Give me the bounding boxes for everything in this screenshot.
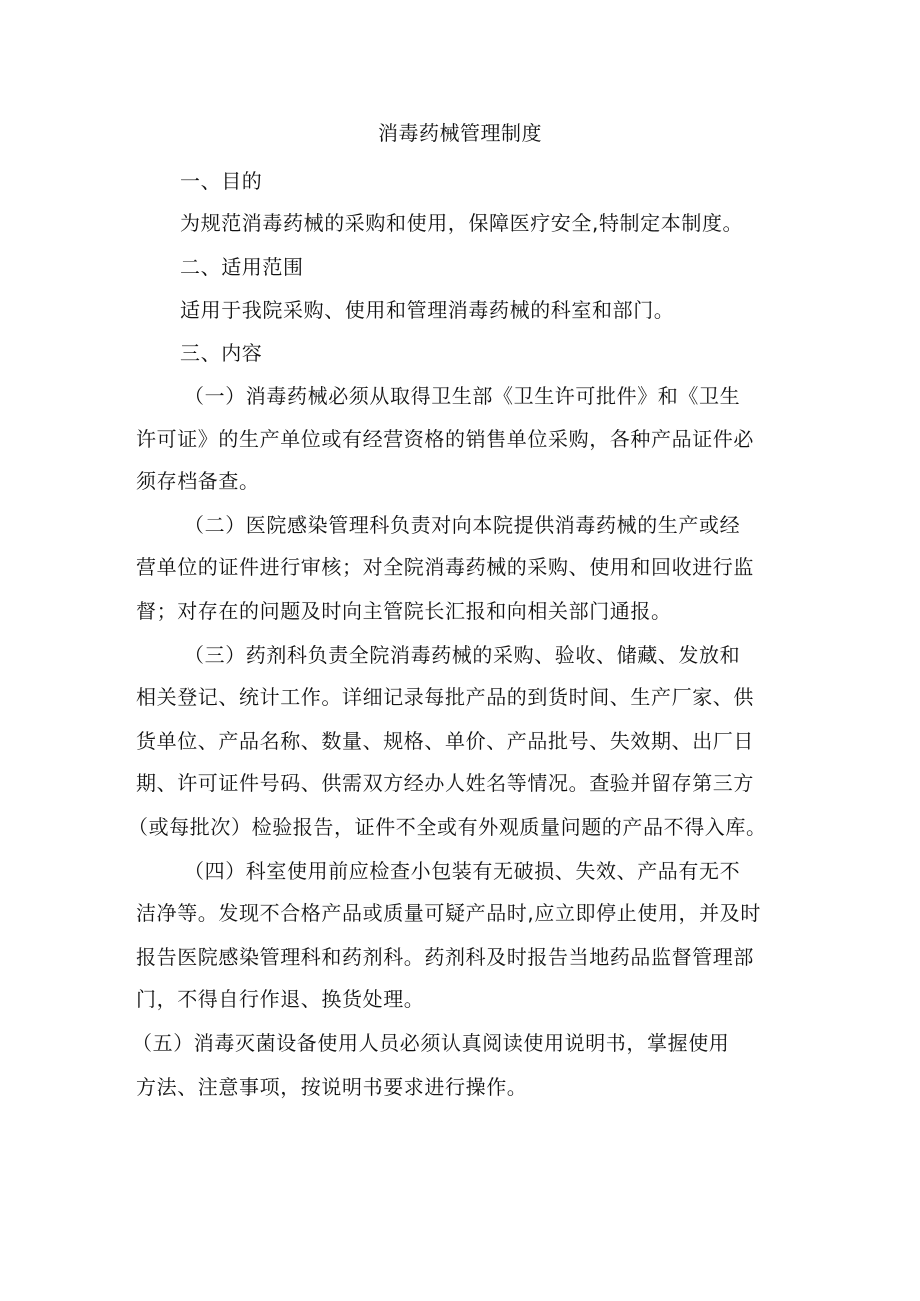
item-2-line-2: 营单位的证件进行审核；对全院消毒药械的采购、使用和回收进行监: [136, 555, 754, 579]
item-3-line-4: 期、许可证件号码、供需双方经办人姓名等情况。查验并留存第三方: [136, 771, 754, 795]
document-title: 消毒药械管理制度: [378, 121, 542, 145]
item-1-line-2: 许可证》的生产单位或有经营资格的销售单位采购，各种产品证件必: [136, 427, 754, 451]
section-heading-purpose: 一、目的: [180, 169, 263, 193]
item-3-line-1: （三）药剂科负责全院消毒药械的采购、验收、储藏、发放和: [184, 643, 741, 667]
section-body-purpose: 为规范消毒药械的采购和使用，保障医疗安全,特制定本制度。: [180, 211, 744, 235]
item-2-line-3: 督；对存在的问题及时向主管院长汇报和向相关部门通报。: [136, 599, 672, 623]
item-3-line-3: 货单位、产品名称、数量、规格、单价、产品批号、失效期、出厂日: [136, 729, 754, 753]
section-body-scope: 适用于我院采购、使用和管理消毒药械的科室和部门。: [180, 298, 675, 322]
item-1-line-3: 须存档备查。: [136, 469, 260, 493]
item-4-line-4: 门，不得自行作退、换货处理。: [136, 987, 425, 1011]
item-5-line-2: 方法、注意事项，按说明书要求进行操作。: [136, 1075, 528, 1099]
item-5-line-1: （五）消毒灭菌设备使用人员必须认真阅读使用说明书，掌握使用: [132, 1031, 730, 1055]
item-4-line-3: 报告医院感染管理科和药剂科。药剂科及时报告当地药品监督管理部: [136, 945, 754, 969]
item-3-line-2: 相关登记、统计工作。详细记录每批产品的到货时间、生产厂家、供: [136, 685, 754, 709]
item-1-line-1: （一）消毒药械必须从取得卫生部《卫生许可批件》和《卫生: [184, 384, 741, 408]
section-heading-scope: 二、适用范围: [180, 255, 304, 279]
item-3-line-5: （或每批次）检验报告，证件不全或有外观质量问题的产品不得入库。: [128, 815, 767, 839]
item-2-line-1: （二）医院感染管理科负责对向本院提供消毒药械的生产或经: [184, 513, 741, 537]
item-4-line-1: （四）科室使用前应检查小包装有无破损、失效、产品有无不: [184, 859, 741, 883]
item-4-line-2: 洁净等。发现不合格产品或质量可疑产品时,应立即停止使用，并及时: [136, 901, 761, 925]
section-heading-content: 三、内容: [180, 341, 263, 365]
